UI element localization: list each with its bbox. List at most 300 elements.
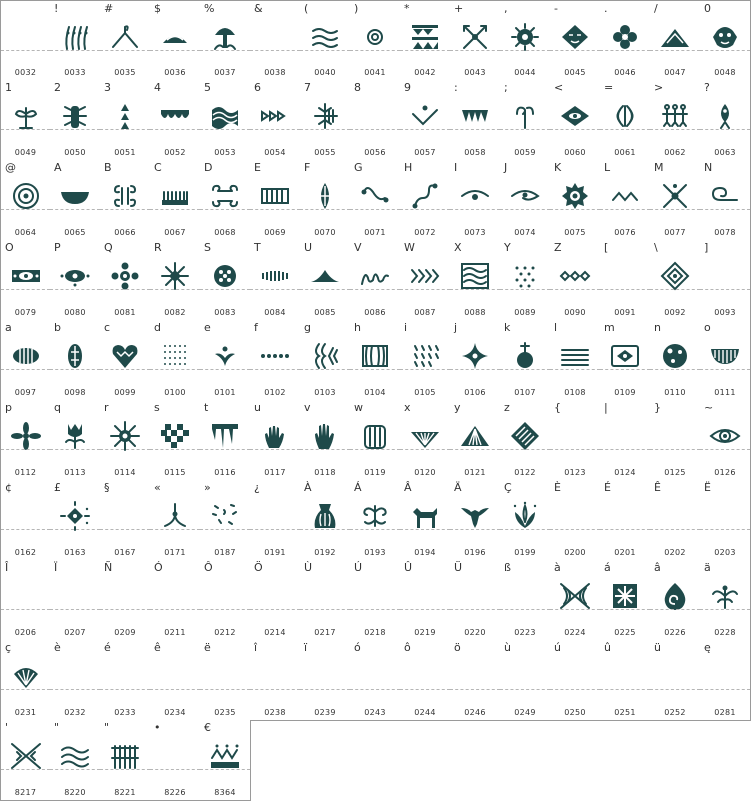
- bird-spread-icon: [459, 500, 491, 532]
- glyph-cell: [450, 0, 501, 81]
- glyph-char-label: F: [304, 161, 311, 174]
- glyph-cell: [450, 80, 501, 161]
- glyph-code-label: 0058: [464, 148, 486, 157]
- glyph-code-label: 0045: [564, 68, 586, 77]
- glyph-code-label: 0104: [364, 388, 386, 397]
- baseline-divider: [500, 689, 550, 690]
- glyph-char-label: ç: [5, 641, 12, 654]
- baseline-divider: [400, 609, 450, 610]
- baseline-divider: [100, 689, 150, 690]
- baseline-divider: [300, 289, 350, 290]
- baseline-divider: [250, 209, 300, 210]
- glyph-cell: [500, 640, 551, 721]
- baseline-divider: [300, 369, 350, 370]
- baseline-divider: [150, 769, 200, 770]
- baseline-divider: [600, 529, 650, 530]
- glyph-char-label: À: [304, 481, 312, 494]
- glyph-code-label: 0071: [364, 228, 386, 237]
- glyph-char-label: R: [154, 241, 162, 254]
- glyph-code-label: 0116: [214, 468, 236, 477]
- glyph-char-label: o: [704, 321, 711, 334]
- glyph-cell: [700, 560, 751, 641]
- glyph-cell: [550, 400, 601, 481]
- glyph-char-label: K: [554, 161, 562, 174]
- glyph-cell: [700, 160, 751, 241]
- glyph-char-label: •: [154, 721, 161, 734]
- waves-2-icon: [59, 740, 91, 772]
- glyph-code-label: 0082: [164, 308, 186, 317]
- glyph-cell: [50, 560, 101, 641]
- baseline-divider: [500, 609, 550, 610]
- glyph-cell: [500, 80, 551, 161]
- glyph-char-label: î: [254, 641, 258, 654]
- glyph-code-label: 0081: [114, 308, 136, 317]
- flower-icon: [609, 21, 641, 53]
- glyph-code-label: 0246: [464, 708, 486, 717]
- glyph-char-label: L: [604, 161, 611, 174]
- baseline-divider: [300, 529, 350, 530]
- glyph-code-label: 0162: [14, 548, 37, 557]
- glyph-char-label: [: [604, 241, 609, 254]
- glyph-code-label: 0076: [614, 228, 636, 237]
- glyph-char-label: 7: [304, 81, 311, 94]
- insect-icon: [59, 100, 91, 132]
- baseline-divider: [250, 129, 300, 130]
- glyph-char-label: g: [304, 321, 311, 334]
- glyph-code-label: 0059: [514, 148, 536, 157]
- baseline-divider: [550, 369, 600, 370]
- glyph-char-label: á: [604, 561, 611, 574]
- glyph-cell: [350, 480, 401, 561]
- baseline-divider: [500, 369, 550, 370]
- triangle-band-icon: [409, 21, 441, 53]
- glyph-cell: [650, 0, 701, 81]
- glyph-cell: [350, 320, 401, 401]
- baseline-divider: [650, 369, 700, 370]
- glyph-char-label: Ù: [304, 561, 313, 574]
- baseline-divider: [200, 129, 250, 130]
- glyph-cell: [550, 160, 601, 241]
- glyph-cell: [100, 560, 151, 641]
- baseline-divider: [50, 129, 100, 130]
- glyph-code-label: 0108: [564, 388, 586, 397]
- zigzag-small-icon: [609, 180, 641, 212]
- glyph-cell: [400, 640, 451, 721]
- glyph-cell: [250, 320, 301, 401]
- lines-icon: [559, 340, 591, 372]
- glyph-code-label: 0079: [14, 308, 37, 317]
- nested-diamond-icon: [659, 260, 691, 292]
- glyph-cell: [0, 240, 51, 321]
- glyph-cell: [650, 80, 701, 161]
- glyph-char-label: q: [54, 401, 61, 414]
- glyph-code-label: 0089: [514, 308, 536, 317]
- glyph-char-label: ù: [504, 641, 511, 654]
- glyph-char-label: +: [454, 2, 464, 15]
- glyph-cell: [100, 320, 151, 401]
- glyph-code-label: 0194: [414, 548, 436, 557]
- baseline-divider: [50, 609, 100, 610]
- glyph-cell: [150, 560, 201, 641]
- glyph-cell: [150, 400, 201, 481]
- glyph-char-label: «: [154, 481, 161, 494]
- baseline-divider: [700, 289, 750, 290]
- glyph-cell: [600, 480, 651, 561]
- baseline-divider: [200, 50, 250, 51]
- baseline-divider: [100, 50, 150, 51]
- glyph-char-label: é: [104, 641, 111, 654]
- glyph-code-label: 0193: [364, 548, 386, 557]
- glyph-cell: [300, 640, 351, 721]
- glyph-cell: [450, 560, 501, 641]
- baseline-divider: [650, 50, 700, 51]
- baseline-divider: [50, 689, 100, 690]
- glyph-code-label: 0167: [114, 548, 136, 557]
- glyph-cell: [650, 240, 701, 321]
- glyph-char-label: M: [654, 161, 664, 174]
- fan-2-icon: [10, 660, 42, 692]
- glyph-char-label: >: [654, 81, 664, 94]
- glyph-char-label: ë: [204, 641, 211, 654]
- glyph-code-label: 0097: [14, 388, 37, 397]
- baseline-divider: [250, 529, 300, 530]
- glyph-cell: [300, 400, 351, 481]
- baseline-divider: [50, 369, 100, 370]
- baseline-divider: [700, 449, 750, 450]
- glyph-char-label: w: [354, 401, 363, 414]
- glyph-code-label: 0233: [114, 708, 136, 717]
- glyph-cell: [350, 0, 401, 81]
- baseline-divider: [350, 129, 400, 130]
- glyph-cell: [200, 720, 251, 801]
- dots-circle-icon: [209, 260, 241, 292]
- baseline-divider: [550, 289, 600, 290]
- glyph-code-label: 0234: [164, 708, 186, 717]
- baseline-divider: [450, 689, 500, 690]
- scallop-icon: [159, 100, 191, 132]
- fan-icon: [409, 420, 441, 452]
- glyph-cell: [200, 320, 251, 401]
- glyph-code-label: 0251: [614, 708, 636, 717]
- wave-box-icon: [459, 260, 491, 292]
- glyph-cell: [100, 240, 151, 321]
- baseline-divider: [50, 209, 100, 210]
- glyph-code-label: 0042: [414, 68, 436, 77]
- glyph-cell: [100, 400, 151, 481]
- glyph-char-label: |: [604, 401, 608, 414]
- glyph-code-label: 0231: [14, 708, 37, 717]
- glyph-cell: [150, 720, 201, 801]
- glyph-char-label: u: [254, 401, 261, 414]
- glyph-code-label: 0043: [464, 68, 486, 77]
- cross-flower-icon: [109, 260, 141, 292]
- glyph-cell: [150, 480, 201, 561]
- glyph-char-label: û: [604, 641, 611, 654]
- glyph-char-label: à: [554, 561, 561, 574]
- glyph-cell: [50, 720, 101, 801]
- glyph-code-label: 0070: [314, 228, 336, 237]
- glyph-char-label: V: [354, 241, 362, 254]
- glyph-cell: [450, 640, 501, 721]
- baseline-divider: [550, 209, 600, 210]
- glyph-code-label: 0061: [614, 148, 636, 157]
- glyph-cell: [50, 0, 101, 81]
- glyph-char-label: €: [204, 721, 211, 734]
- glyph-code-label: 0239: [314, 708, 336, 717]
- hand-2-icon: [309, 420, 341, 452]
- glyph-cell: [50, 160, 101, 241]
- glyph-cell: [300, 160, 351, 241]
- glyph-code-label: 0235: [214, 708, 236, 717]
- baseline-divider: [350, 50, 400, 51]
- glyph-code-label: 0072: [414, 228, 436, 237]
- diamond-chain-icon: [559, 260, 591, 292]
- baseline-divider: [600, 209, 650, 210]
- fruit-icon: [509, 340, 541, 372]
- baseline-divider: [200, 689, 250, 690]
- baseline-divider: [200, 289, 250, 290]
- baseline-divider: [350, 209, 400, 210]
- baseline-divider: [350, 289, 400, 290]
- glyph-cell: [600, 0, 651, 81]
- glyph-char-label: ï: [304, 641, 308, 654]
- glyph-code-label: 0055: [314, 148, 336, 157]
- tent-icon: [459, 420, 491, 452]
- glyph-cell: [500, 0, 551, 81]
- baseline-divider: [300, 609, 350, 610]
- glyph-cell: [300, 80, 351, 161]
- glyph-char-label: 9: [404, 81, 411, 94]
- glyph-char-label: S: [204, 241, 211, 254]
- glyph-char-label: k: [504, 321, 511, 334]
- glyph-char-label: <: [554, 81, 564, 94]
- glyph-cell: [150, 320, 201, 401]
- glyph-char-label: Á: [354, 481, 362, 494]
- glyph-code-label: 0122: [514, 468, 536, 477]
- glyph-cell: [250, 560, 301, 641]
- glyph-char-label: Ä: [454, 481, 462, 494]
- glyph-cell: [200, 0, 251, 81]
- sprout-icon: [209, 340, 241, 372]
- baseline-divider: [650, 609, 700, 610]
- hill-icon: [309, 260, 341, 292]
- glyph-cell: [0, 720, 51, 801]
- glyph-cell: [650, 480, 701, 561]
- glyph-code-label: 0207: [64, 628, 86, 637]
- glyph-char-label: n: [654, 321, 661, 334]
- glyph-cell: [700, 320, 751, 401]
- glyph-cell: [150, 240, 201, 321]
- glyph-char-label: Ú: [354, 561, 363, 574]
- glyph-code-label: 0114: [114, 468, 136, 477]
- glyph-cell: [250, 80, 301, 161]
- glyph-cell: [200, 80, 251, 161]
- glyph-code-label: 8217: [14, 788, 37, 797]
- glyph-char-label: \: [654, 241, 658, 254]
- glyph-char-label: h: [354, 321, 361, 334]
- glyph-code-label: 0217: [314, 628, 336, 637]
- glyph-code-label: 0232: [64, 708, 86, 717]
- baseline-divider: [700, 50, 750, 51]
- glyph-code-label: 0109: [614, 388, 636, 397]
- glyph-char-label: £: [54, 481, 61, 494]
- glyph-cell: [250, 400, 301, 481]
- glyph-code-label: 0201: [614, 548, 636, 557]
- glyph-char-label: ,: [504, 2, 508, 15]
- glyph-cell: [50, 80, 101, 161]
- glyph-char-label: f: [254, 321, 258, 334]
- baseline-divider: [1, 769, 50, 770]
- curl-figure-icon: [359, 500, 391, 532]
- glyph-code-label: 0086: [364, 308, 386, 317]
- glyph-cell: [350, 560, 401, 641]
- baseline-divider: [300, 209, 350, 210]
- baseline-divider: [550, 129, 600, 130]
- crown-band-icon: [209, 740, 241, 772]
- glyph-code-label: 8220: [64, 788, 86, 797]
- glyph-cell: [400, 240, 451, 321]
- glyph-code-label: 0223: [514, 628, 536, 637]
- baseline-divider: [200, 449, 250, 450]
- baseline-divider: [1, 50, 50, 51]
- glyph-code-label: 0051: [114, 148, 136, 157]
- baseline-divider: [150, 609, 200, 610]
- drop-spiral-icon: [659, 580, 691, 612]
- baseline-divider: [350, 449, 400, 450]
- cross-figure-icon: [659, 180, 691, 212]
- glyph-char-label: â: [654, 561, 661, 574]
- glyph-char-label: r: [104, 401, 109, 414]
- glyph-char-label: B: [104, 161, 112, 174]
- bowtie-icon: [10, 740, 42, 772]
- bars-line-icon: [259, 260, 291, 292]
- glyph-cell: [0, 320, 51, 401]
- glyph-code-label: 0243: [364, 708, 386, 717]
- glyph-code-label: 0123: [564, 468, 586, 477]
- glyph-char-label: =: [604, 81, 614, 94]
- crossed-arrows-icon: [459, 21, 491, 53]
- baseline-divider: [100, 449, 150, 450]
- glyph-cell: [0, 400, 51, 481]
- glyph-cell: [500, 240, 551, 321]
- glyph-cell: [150, 160, 201, 241]
- glyph-char-label: Z: [554, 241, 562, 254]
- glyph-cell: [200, 560, 251, 641]
- baseline-divider: [550, 609, 600, 610]
- glyph-code-label: 0075: [564, 228, 586, 237]
- glyph-cell: [300, 320, 351, 401]
- baseline-divider: [500, 449, 550, 450]
- bird-icon: [409, 100, 441, 132]
- glyph-code-label: 0206: [14, 628, 37, 637]
- glyph-char-label: J: [504, 161, 508, 174]
- baseline-divider: [350, 529, 400, 530]
- baseline-divider: [500, 209, 550, 210]
- baseline-divider: [200, 209, 250, 210]
- glyph-char-label: O: [5, 241, 14, 254]
- eye-diamond-icon: [559, 100, 591, 132]
- baseline-divider: [1, 689, 50, 690]
- glyph-cell: [50, 400, 101, 481]
- baseline-divider: [1, 609, 50, 610]
- glyph-char-label: $: [154, 2, 161, 15]
- glyph-cell: [150, 640, 201, 721]
- face-icon: [709, 21, 741, 53]
- glyph-char-label: Ñ: [104, 561, 113, 574]
- glyph-char-label: l: [554, 321, 558, 334]
- mushroom-icon: [209, 21, 241, 53]
- vase-icon: [309, 500, 341, 532]
- baseline-divider: [600, 449, 650, 450]
- glyph-char-label: È: [554, 481, 561, 494]
- glyph-code-label: 0228: [714, 628, 736, 637]
- glyph-cell: [450, 320, 501, 401]
- glyph-char-label: a: [5, 321, 12, 334]
- glyph-code-label: 0092: [664, 308, 686, 317]
- glyph-cell: [300, 480, 351, 561]
- baseline-divider: [700, 609, 750, 610]
- glyph-code-label: 0101: [214, 388, 236, 397]
- baseline-divider: [250, 449, 300, 450]
- glyph-cell: [550, 0, 601, 81]
- glyph-code-label: 0080: [64, 308, 86, 317]
- baseline-divider: [600, 129, 650, 130]
- glyph-code-label: 0056: [364, 148, 386, 157]
- glyph-code-label: 0106: [464, 388, 486, 397]
- baseline-divider: [450, 289, 500, 290]
- tripod-icon: [159, 500, 191, 532]
- glyph-code-label: 0120: [414, 468, 436, 477]
- glyph-code-label: 0203: [714, 548, 736, 557]
- glyph-cell: [0, 560, 51, 641]
- fringe-icon: [709, 340, 741, 372]
- glyph-cell: [300, 0, 351, 81]
- ball-icon: [659, 340, 691, 372]
- glyph-char-label: ;: [504, 81, 508, 94]
- baseline-divider: [150, 689, 200, 690]
- glyph-code-label: 0063: [714, 148, 736, 157]
- burst-icon: [109, 420, 141, 452]
- zigzag-icon: [459, 100, 491, 132]
- glyph-cell: [400, 560, 451, 641]
- glyph-cell: [400, 0, 451, 81]
- baseline-divider: [500, 529, 550, 530]
- rain-icon: [409, 340, 441, 372]
- four-point-icon: [459, 340, 491, 372]
- glyph-char-label: t: [204, 401, 209, 414]
- glyph-char-label: 5: [204, 81, 211, 94]
- glyph-cell: [650, 160, 701, 241]
- glyph-code-label: 0088: [464, 308, 486, 317]
- glyph-char-label: 0: [704, 2, 711, 15]
- star-icon: [159, 260, 191, 292]
- drum-icon: [359, 420, 391, 452]
- tulip-icon: [59, 420, 91, 452]
- baseline-divider: [600, 289, 650, 290]
- glyph-char-label: e: [204, 321, 211, 334]
- butterfly-icon: [609, 100, 641, 132]
- glyph-char-label: Ë: [704, 481, 711, 494]
- glyph-char-label: Ï: [54, 561, 58, 574]
- baseline-divider: [200, 609, 250, 610]
- glyph-code-label: 0107: [514, 388, 536, 397]
- glyph-char-label: è: [54, 641, 61, 654]
- propeller-icon: [10, 420, 42, 452]
- baseline-divider: [600, 689, 650, 690]
- glyph-code-label: 0192: [314, 548, 336, 557]
- arrows-right-icon: [259, 100, 291, 132]
- baseline-divider: [100, 129, 150, 130]
